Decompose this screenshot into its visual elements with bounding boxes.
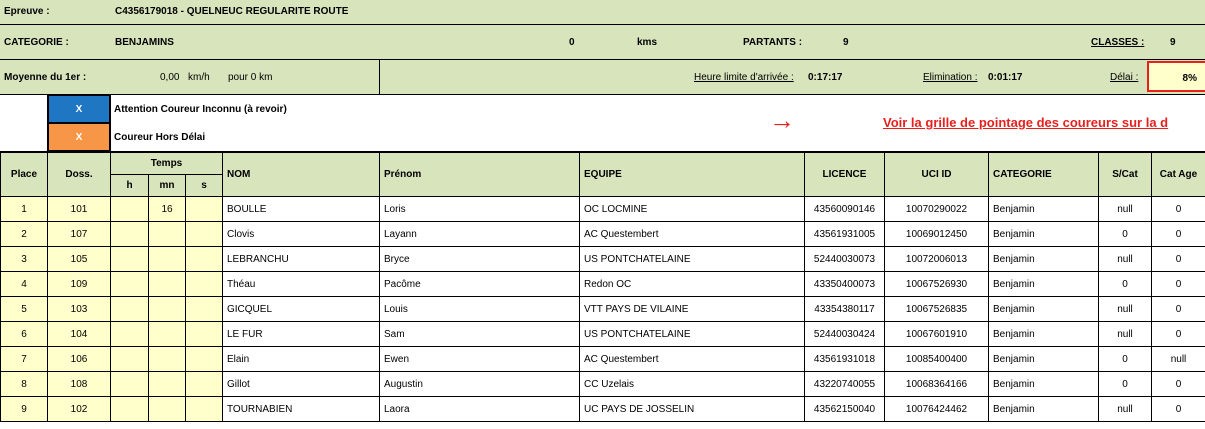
- cell-categorie: Benjamin: [989, 297, 1099, 322]
- legend-unknown-box: [48, 95, 110, 123]
- results-table: [0, 152, 1205, 422]
- cell-licence: 43560090146: [805, 197, 885, 222]
- cell-s: [186, 247, 223, 272]
- cell-prenom: Pacôme: [380, 272, 580, 297]
- distance-unit: kms: [637, 37, 658, 48]
- col-equipe-header: EQUIPE: [580, 153, 805, 197]
- cell-s: [186, 297, 223, 322]
- cell-nom: TOURNABIEN: [223, 397, 380, 422]
- cell-nom: GICQUEL: [223, 297, 380, 322]
- cell-h: [111, 197, 149, 222]
- legend-hors-delai-mark: X: [75, 132, 83, 143]
- cell-licence: 43220740055: [805, 372, 885, 397]
- table-row: [1, 397, 1205, 422]
- cell-nom: Clovis: [223, 222, 380, 247]
- delai-value: 8%: [1182, 73, 1197, 84]
- cell-uci: 10068364166: [885, 372, 989, 397]
- table-row: [1, 272, 1205, 297]
- elimination-label: Elimination :: [923, 72, 978, 83]
- cell-h: [111, 297, 149, 322]
- cell-mn: [149, 397, 186, 422]
- cell-s: [186, 197, 223, 222]
- cell-place: 2: [1, 222, 48, 247]
- col-s-header: s: [186, 175, 223, 197]
- moyenne-label: Moyenne du 1er :: [4, 72, 87, 83]
- cell-mn: [149, 372, 186, 397]
- cell-place: 3: [1, 247, 48, 272]
- categorie-value: BENJAMINS: [115, 37, 174, 48]
- cell-uci: 10072006013: [885, 247, 989, 272]
- categorie-label: CATEGORIE :: [4, 37, 69, 48]
- col-doss-header: Doss.: [48, 153, 111, 197]
- cell-uci: 10067601910: [885, 322, 989, 347]
- cell-licence: 43561931018: [805, 347, 885, 372]
- table-row: [1, 247, 1205, 272]
- moyenne-distance: pour 0 km: [228, 72, 273, 83]
- epreuve-value: C4356179018 - QUELNEUC REGULARITE ROUTE: [115, 6, 349, 17]
- col-temps-header: Temps: [111, 153, 223, 175]
- legend-hors-delai-box: [48, 123, 110, 151]
- cell-doss: 105: [48, 247, 111, 272]
- cell-uci: 10085400400: [885, 347, 989, 372]
- results-body: [1, 197, 1205, 422]
- partants-label: PARTANTS :: [743, 37, 803, 48]
- cell-h: [111, 372, 149, 397]
- cell-scat: 0: [1099, 222, 1152, 247]
- table-row: [1, 197, 1205, 222]
- cell-equipe: AC Questembert: [580, 222, 805, 247]
- cell-doss: 104: [48, 322, 111, 347]
- cell-nom: LE FUR: [223, 322, 380, 347]
- cell-h: [111, 397, 149, 422]
- cell-licence: 52440030073: [805, 247, 885, 272]
- pointage-grid-link[interactable]: Voir la grille de pointage des coureurs sur la d: [883, 115, 1169, 130]
- cell-scat: null: [1099, 322, 1152, 347]
- cell-categorie: Benjamin: [989, 197, 1099, 222]
- cell-catage: 0: [1152, 372, 1205, 397]
- cell-s: [186, 322, 223, 347]
- cell-equipe: OC LOCMINE: [580, 197, 805, 222]
- cell-s: [186, 272, 223, 297]
- cell-doss: 101: [48, 197, 111, 222]
- cell-licence: 43354380117: [805, 297, 885, 322]
- cell-s: [186, 397, 223, 422]
- col-licence-header: LICENCE: [805, 153, 885, 197]
- partants-value: 9: [843, 37, 849, 48]
- cell-scat: 0: [1099, 372, 1152, 397]
- cell-nom: LEBRANCHU: [223, 247, 380, 272]
- col-catage-header: Cat Age: [1152, 153, 1205, 197]
- cell-categorie: Benjamin: [989, 272, 1099, 297]
- cell-h: [111, 247, 149, 272]
- cell-prenom: Augustin: [380, 372, 580, 397]
- delai-box: [1147, 61, 1205, 92]
- table-row: [1, 222, 1205, 247]
- col-mn-header: mn: [149, 175, 186, 197]
- table-row: [1, 347, 1205, 372]
- moyenne-unit: km/h: [188, 72, 210, 83]
- cell-h: [111, 272, 149, 297]
- moyenne-divider: [379, 60, 380, 95]
- legend-box-divider: [110, 95, 111, 152]
- cell-equipe: US PONTCHATELAINE: [580, 247, 805, 272]
- cell-equipe: CC Uzelais: [580, 372, 805, 397]
- legend-unknown-mark: X: [75, 104, 83, 115]
- cell-place: 5: [1, 297, 48, 322]
- cell-nom: Elain: [223, 347, 380, 372]
- cell-categorie: Benjamin: [989, 372, 1099, 397]
- cell-uci: 10067526930: [885, 272, 989, 297]
- cell-mn: [149, 247, 186, 272]
- cell-doss: 106: [48, 347, 111, 372]
- col-categorie-header: CATEGORIE: [989, 153, 1099, 197]
- cell-h: [111, 222, 149, 247]
- table-header-row: [1, 153, 1205, 175]
- col-prenom-header: Prénom: [380, 153, 580, 197]
- cell-equipe: AC Questembert: [580, 347, 805, 372]
- cell-doss: 109: [48, 272, 111, 297]
- cell-prenom: Loris: [380, 197, 580, 222]
- cell-prenom: Ewen: [380, 347, 580, 372]
- cell-doss: 102: [48, 397, 111, 422]
- cell-uci: 10069012450: [885, 222, 989, 247]
- cell-mn: 16: [149, 197, 186, 222]
- epreuve-label: Epreuve :: [4, 6, 50, 17]
- cell-uci: 10076424462: [885, 397, 989, 422]
- cell-mn: [149, 222, 186, 247]
- cell-s: [186, 222, 223, 247]
- cell-catage: 0: [1152, 222, 1205, 247]
- distance-value: 0: [569, 37, 575, 48]
- cell-equipe: Redon OC: [580, 272, 805, 297]
- cell-place: 7: [1, 347, 48, 372]
- delai-label: Délai :: [1110, 72, 1139, 83]
- cell-mn: [149, 272, 186, 297]
- legend-unknown-label: Attention Coureur Inconnu (à revoir): [114, 104, 287, 115]
- col-uci-header: UCI ID: [885, 153, 989, 197]
- table-row: [1, 322, 1205, 347]
- cell-catage: 0: [1152, 247, 1205, 272]
- cell-equipe: UC PAYS DE JOSSELIN: [580, 397, 805, 422]
- cell-mn: [149, 322, 186, 347]
- moyenne-band: [0, 60, 1205, 95]
- cell-scat: 0: [1099, 347, 1152, 372]
- heure-limite-value: 0:17:17: [808, 72, 843, 83]
- cell-catage: 0: [1152, 297, 1205, 322]
- categorie-band: [0, 25, 1205, 60]
- cell-nom: BOULLE: [223, 197, 380, 222]
- col-scat-header: S/Cat: [1099, 153, 1152, 197]
- legend-hors-delai-label: Coureur Hors Délai: [114, 132, 206, 143]
- cell-licence: 43562150040: [805, 397, 885, 422]
- cell-place: 9: [1, 397, 48, 422]
- cell-scat: null: [1099, 397, 1152, 422]
- epreuve-band: [0, 0, 1205, 25]
- classes-label: CLASSES :: [1091, 37, 1145, 48]
- cell-prenom: Louis: [380, 297, 580, 322]
- cell-doss: 108: [48, 372, 111, 397]
- cell-prenom: Layann: [380, 222, 580, 247]
- legend-area: [0, 95, 1205, 152]
- cell-prenom: Laora: [380, 397, 580, 422]
- cell-licence: 43350400073: [805, 272, 885, 297]
- cell-doss: 103: [48, 297, 111, 322]
- cell-scat: null: [1099, 297, 1152, 322]
- moyenne-value: 0,00: [160, 72, 180, 83]
- cell-equipe: US PONTCHATELAINE: [580, 322, 805, 347]
- cell-h: [111, 322, 149, 347]
- cell-licence: 43561931005: [805, 222, 885, 247]
- classes-value: 9: [1170, 37, 1176, 48]
- cell-uci: 10070290022: [885, 197, 989, 222]
- cell-scat: null: [1099, 247, 1152, 272]
- cell-mn: [149, 347, 186, 372]
- col-place-header: Place: [1, 153, 48, 197]
- cell-place: 8: [1, 372, 48, 397]
- cell-nom: Gillot: [223, 372, 380, 397]
- cell-place: 1: [1, 197, 48, 222]
- cell-mn: [149, 297, 186, 322]
- cell-catage: 0: [1152, 272, 1205, 297]
- cell-catage: 0: [1152, 197, 1205, 222]
- cell-prenom: Sam: [380, 322, 580, 347]
- heure-limite-label: Heure limite d'arrivée :: [694, 72, 794, 83]
- cell-categorie: Benjamin: [989, 222, 1099, 247]
- cell-s: [186, 347, 223, 372]
- col-h-header: h: [111, 175, 149, 197]
- cell-categorie: Benjamin: [989, 247, 1099, 272]
- cell-categorie: Benjamin: [989, 322, 1099, 347]
- cell-catage: 0: [1152, 397, 1205, 422]
- cell-uci: 10067526835: [885, 297, 989, 322]
- cell-place: 6: [1, 322, 48, 347]
- cell-categorie: Benjamin: [989, 347, 1099, 372]
- cell-scat: null: [1099, 197, 1152, 222]
- cell-place: 4: [1, 272, 48, 297]
- cell-prenom: Bryce: [380, 247, 580, 272]
- cell-catage: null: [1152, 347, 1205, 372]
- cell-catage: 0: [1152, 322, 1205, 347]
- col-nom-header: NOM: [223, 153, 380, 197]
- cell-categorie: Benjamin: [989, 397, 1099, 422]
- cell-doss: 107: [48, 222, 111, 247]
- table-row: [1, 372, 1205, 397]
- cell-nom: Théau: [223, 272, 380, 297]
- elimination-value: 0:01:17: [988, 72, 1023, 83]
- cell-scat: 0: [1099, 272, 1152, 297]
- arrow-right-icon: →: [769, 105, 795, 135]
- cell-s: [186, 372, 223, 397]
- cell-equipe: VTT PAYS DE VILAINE: [580, 297, 805, 322]
- cell-h: [111, 347, 149, 372]
- cell-licence: 52440030424: [805, 322, 885, 347]
- table-row: [1, 297, 1205, 322]
